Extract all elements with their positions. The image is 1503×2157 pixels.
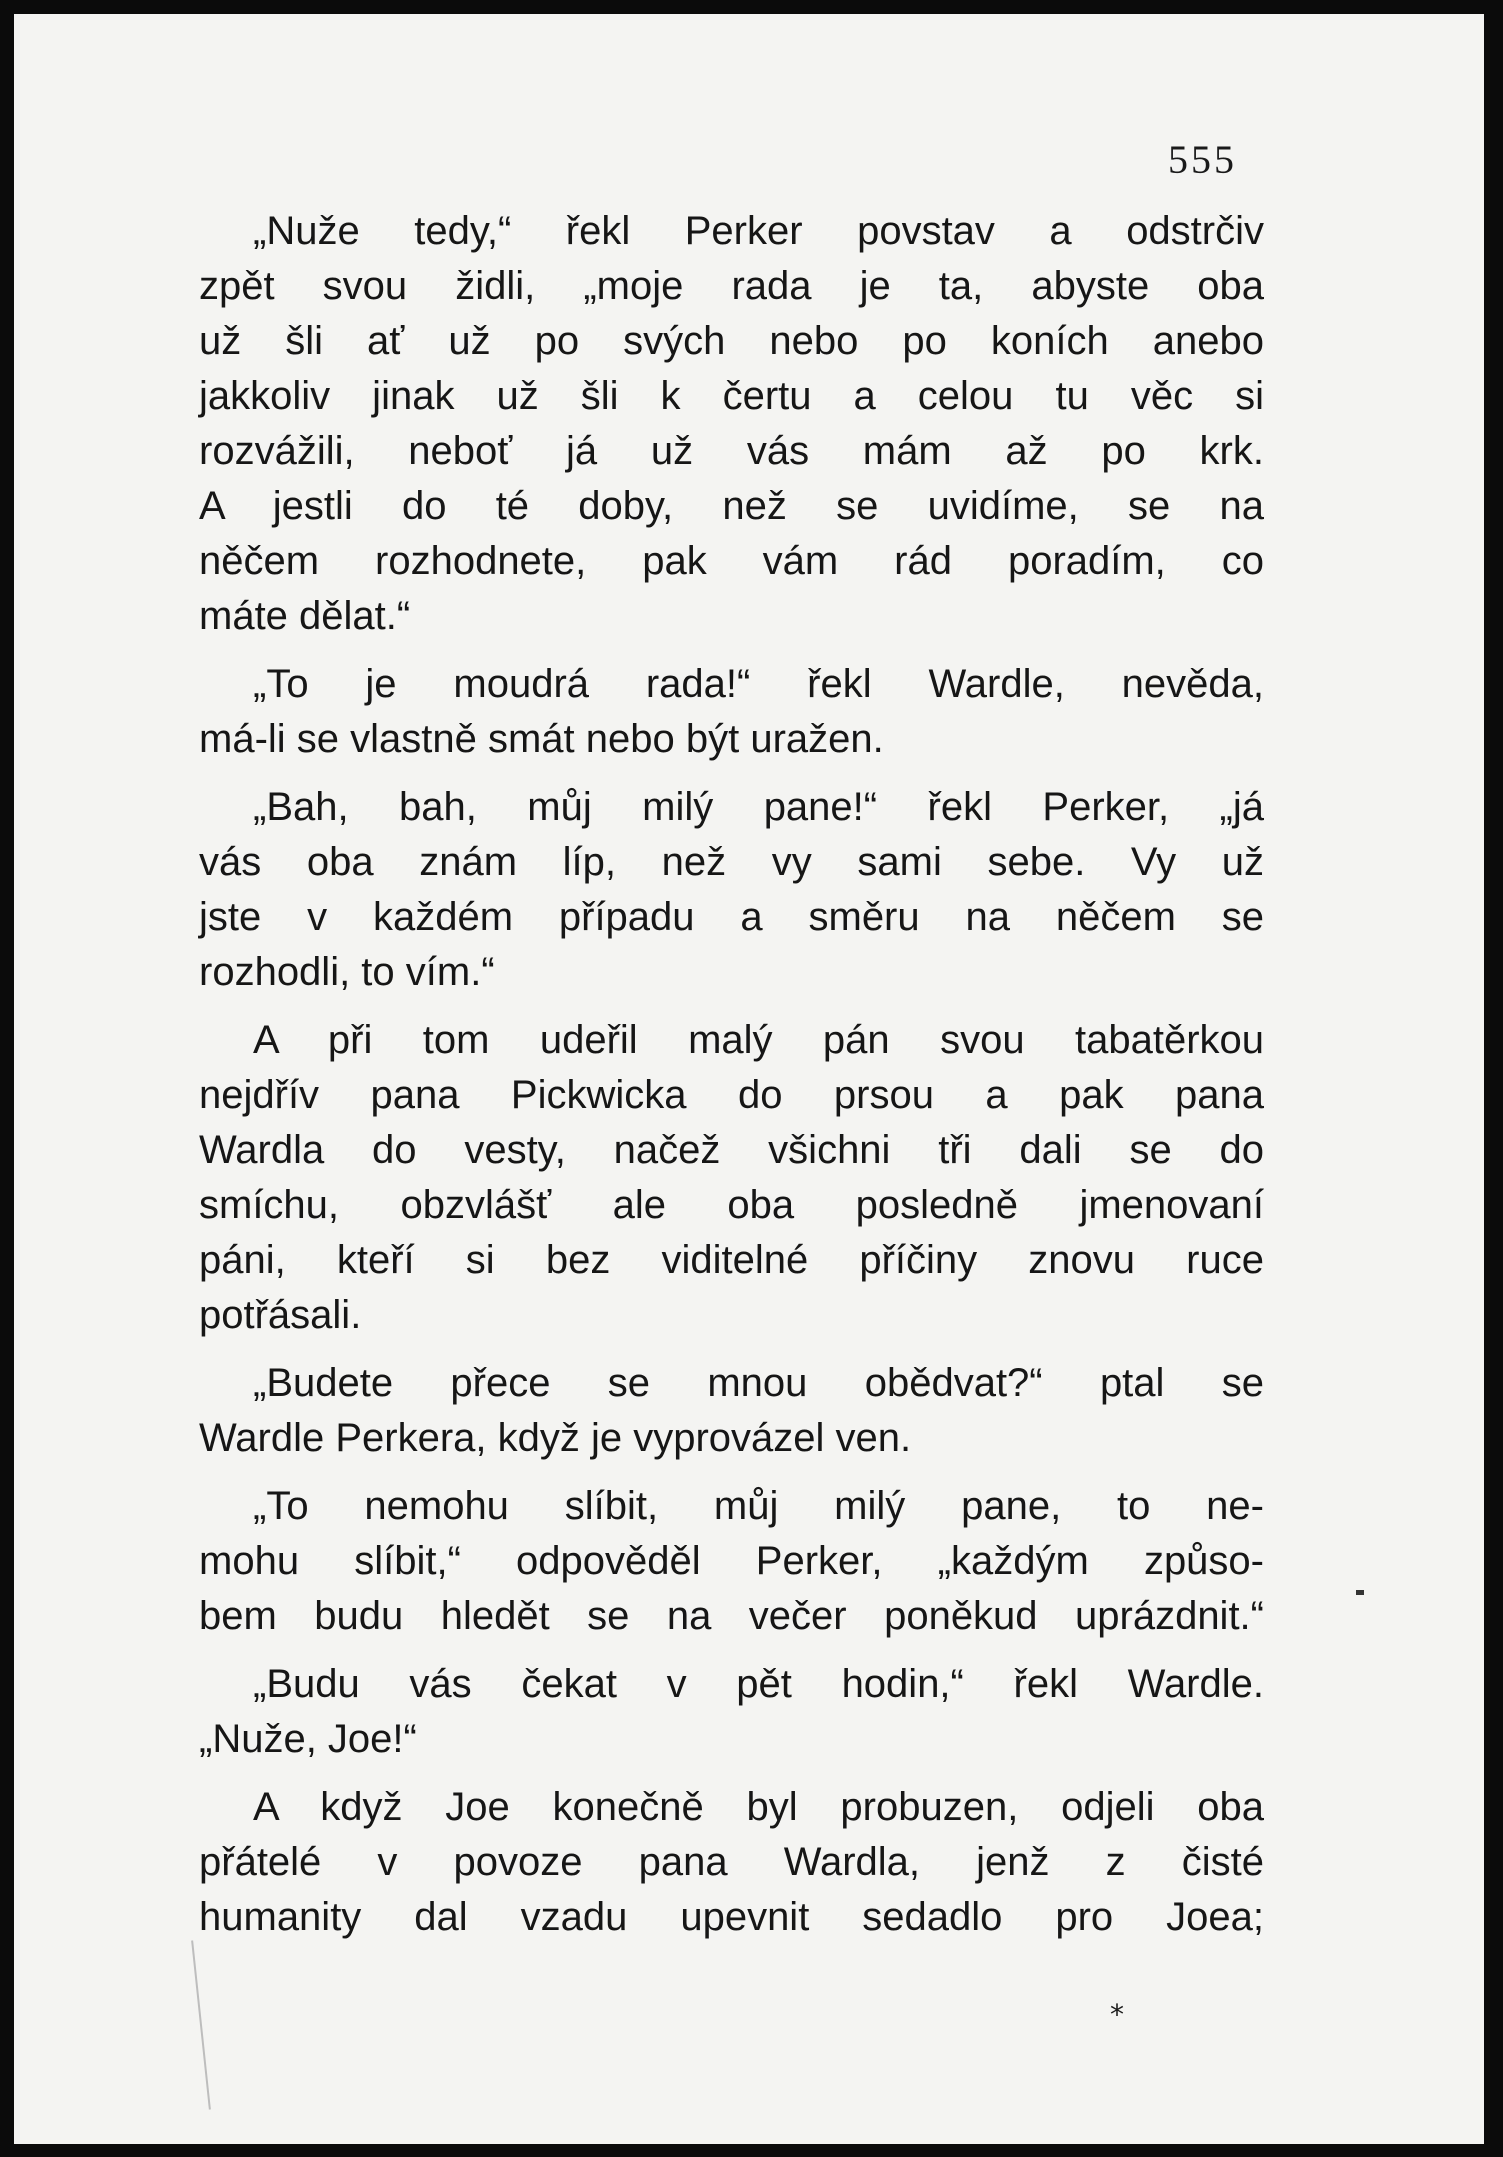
paragraph-5 xyxy=(199,1356,1264,1466)
text-line: má-li se vlastně smát nebo být uražen. xyxy=(199,717,884,761)
text-line: „Nuže, Joe!“ xyxy=(199,1717,417,1761)
text-line: „To je moudrá rada!“ řekl Wardle, nevěda, xyxy=(253,662,1264,706)
text-line: mohu slíbit,“ odpověděl Perker, „každým způso- xyxy=(199,1539,1264,1583)
text-line: zpět svou židli, „moje rada je ta, abyste oba xyxy=(199,264,1264,308)
text-line: jakkoliv jinak už šli k čertu a celou tu věc si xyxy=(199,374,1264,418)
paragraph-7 xyxy=(199,1657,1264,1767)
text-line: A jestli do té doby, než se uvidíme, se na xyxy=(199,484,1264,528)
text-line: A když Joe konečně byl probuzen, odjeli oba xyxy=(253,1785,1264,1829)
stray-print-mark xyxy=(1356,1590,1364,1595)
paragraph-4 xyxy=(199,1013,1264,1343)
text-line: Wardla do vesty, načež všichni tři dali se do xyxy=(199,1128,1264,1172)
text-line: „Budete přece se mnou obědvat?“ ptal se xyxy=(253,1361,1264,1405)
text-line: A při tom udeřil malý pán svou tabatěrkou xyxy=(253,1018,1264,1062)
text-line: páni, kteří si bez viditelné příčiny znovu ruce xyxy=(199,1238,1264,1282)
text-line: vás oba znám líp, než vy sami sebe. Vy už xyxy=(199,840,1264,884)
text-line: „Budu vás čekat v pět hodin,“ řekl Wardle. xyxy=(253,1662,1264,1706)
text-line: nejdřív pana Pickwicka do prsou a pak pana xyxy=(199,1073,1264,1117)
footer-asterisk: * xyxy=(1110,1998,1124,2031)
text-line: humanity dal vzadu upevnit sedadlo pro Joea; xyxy=(199,1895,1264,1939)
text-line: bem budu hledět se na večer poněkud uprázdnit.“ xyxy=(199,1594,1264,1638)
text-line: už šli ať už po svých nebo po koních anebo xyxy=(199,319,1264,363)
paragraph-2 xyxy=(199,657,1264,767)
page-number: 555 xyxy=(1168,137,1237,182)
text-line: jste v každém případu a směru na něčem se xyxy=(199,895,1264,939)
text-line: potřásali. xyxy=(199,1293,362,1337)
text-line: rozhodli, to vím.“ xyxy=(199,950,495,994)
text-line: Wardle Perkera, když je vyprovázel ven. xyxy=(199,1416,912,1460)
text-line: máte dělat.“ xyxy=(199,594,411,638)
text-line: „To nemohu slíbit, můj milý pane, to ne- xyxy=(253,1484,1264,1528)
text-line: něčem rozhodnete, pak vám rád poradím, co xyxy=(199,539,1264,583)
text-line: „Bah, bah, můj milý pane!“ řekl Perker, „já xyxy=(253,785,1264,829)
text-line: přátelé v povoze pana Wardla, jenž z čisté xyxy=(199,1840,1264,1884)
paragraph-8 xyxy=(199,1780,1264,1945)
body-text xyxy=(199,204,1264,1945)
paragraph-6 xyxy=(199,1479,1264,1644)
paragraph-3 xyxy=(199,780,1264,1000)
paragraph-1 xyxy=(199,204,1264,644)
text-line: „Nuže tedy,“ řekl Perker povstav a odstrčiv xyxy=(253,209,1264,253)
text-line: rozvážili, neboť já už vás mám až po krk. xyxy=(199,429,1264,473)
text-line: smíchu, obzvlášť ale oba posledně jmenovaní xyxy=(199,1183,1264,1227)
